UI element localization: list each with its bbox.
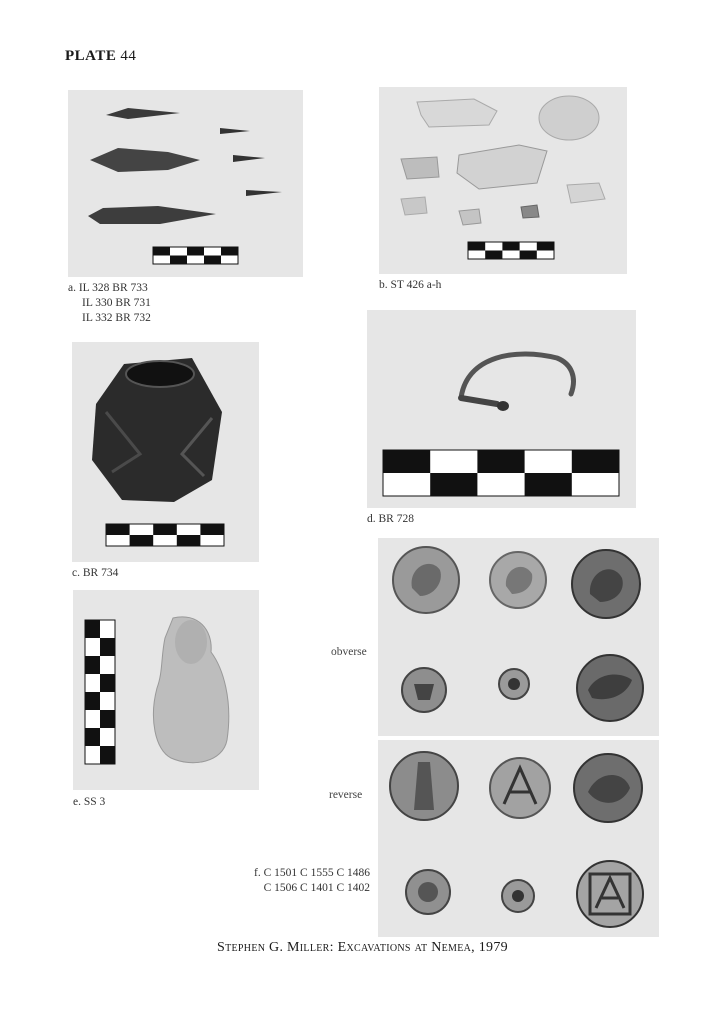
- plate-number: 44: [120, 48, 137, 64]
- caption-e: e. SS 3: [73, 796, 106, 808]
- caption-b: b. ST 426 a-h: [379, 279, 442, 291]
- footer-text: Stephen G. Miller: Excavations at Nemea, 1979: [217, 940, 508, 955]
- caption-f-line-2: C 1506 C 1401 C 1402: [263, 882, 370, 894]
- coins-obverse-image: [378, 538, 659, 736]
- label-obverse: obverse: [331, 646, 367, 658]
- photo-d-bronze-hook: [367, 310, 636, 508]
- coins-reverse-image: [378, 740, 659, 937]
- figurine-image: [73, 590, 259, 790]
- caption-a: [68, 281, 151, 326]
- caption-f: [228, 866, 370, 896]
- caption-a-line-2: IL 330 BR 731: [82, 297, 151, 309]
- plate-label: PLATE: [65, 48, 117, 64]
- bronze-hook-image: [367, 310, 636, 508]
- caption-c: c. BR 734: [72, 567, 119, 579]
- plate-title: [65, 48, 136, 65]
- photo-c-bronze-object: [72, 342, 259, 562]
- stone-fragments-image: [379, 87, 627, 274]
- photo-a-arrowheads: [68, 90, 303, 277]
- caption-d: d. BR 728: [367, 513, 414, 525]
- label-reverse: reverse: [329, 789, 363, 801]
- photo-f-coins-reverse: [378, 740, 659, 937]
- caption-f-line-1: f. C 1501 C 1555 C 1486: [254, 867, 370, 879]
- photo-b-stone-fragments: [379, 87, 627, 274]
- caption-a-line-1: a. IL 328 BR 733: [68, 282, 148, 294]
- arrowheads-image: [68, 90, 303, 277]
- photo-f-coins-obverse: [378, 538, 659, 736]
- caption-a-line-3: IL 332 BR 732: [82, 312, 151, 324]
- photo-e-figurine: [73, 590, 259, 790]
- bronze-object-image: [72, 342, 259, 562]
- plate-footer: [0, 940, 725, 956]
